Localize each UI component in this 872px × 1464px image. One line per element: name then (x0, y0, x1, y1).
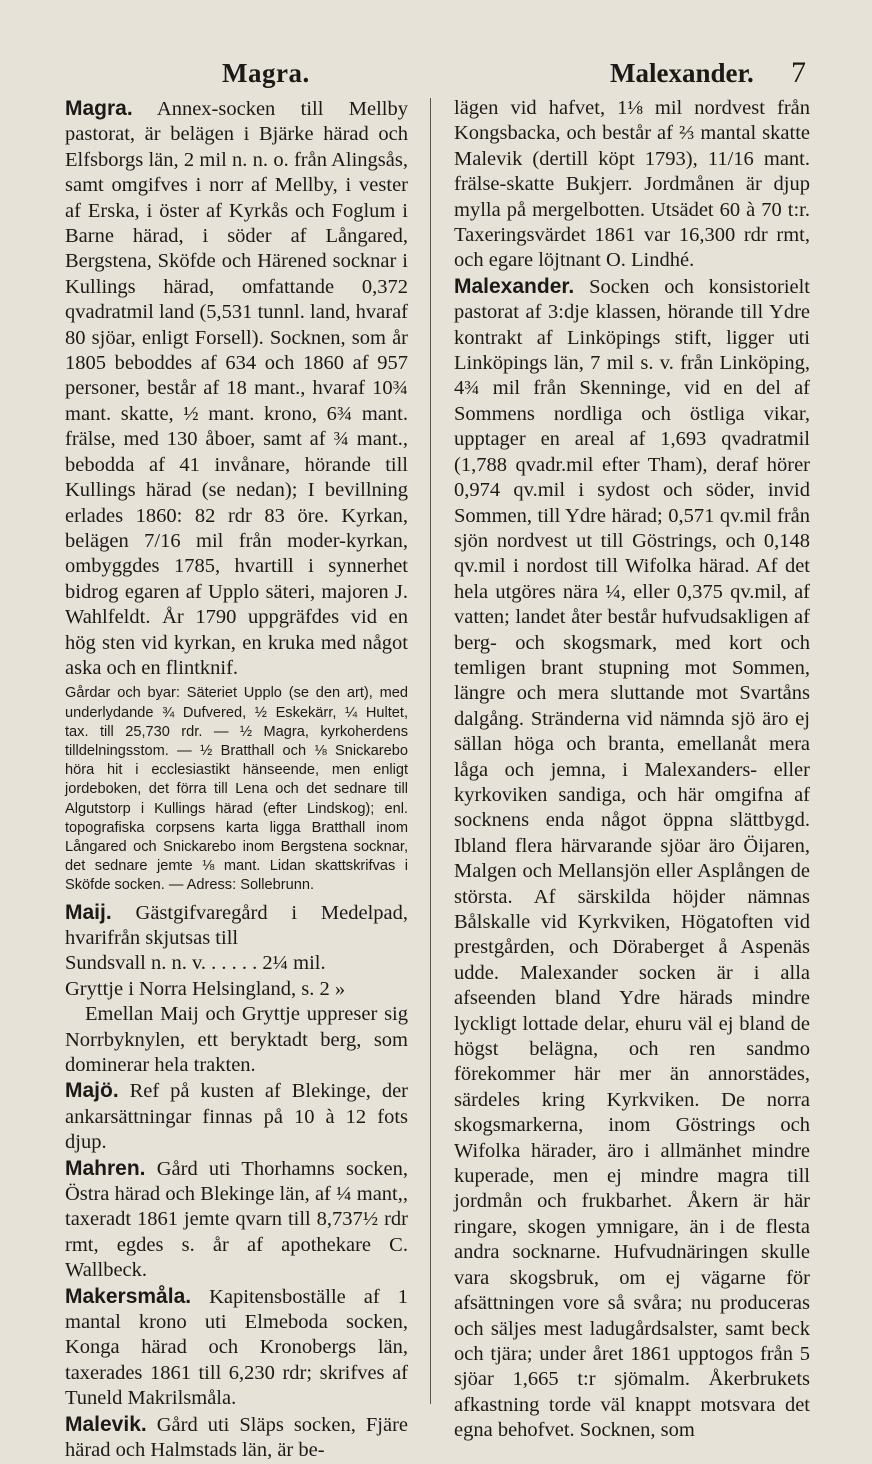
entry-makersmala-text: Kapitensboställe af 1 mantal krono uti Elmeboda socken, Konga härad och Kronobergs län, taxerades 1861 till 6,230 rdr; skrifves af Tuneld Makrilsmåla. (65, 1285, 408, 1410)
headword-magra: Magra. (65, 97, 133, 120)
entry-maij-text: Gästgifvaregård i Medelpad, hvarifrån skjutsas till (65, 901, 409, 949)
entry-maij-line2: Gryttje i Norra Helsingland, s. 2 » (65, 977, 346, 1000)
page-number: 7 (791, 56, 806, 89)
entry-malevik-continued: lägen vid hafvet, 1⅛ mil nordvest från Kongsbacka, och består af ⅔ mantal skatte Malevik (dertill köpt 1793), 11/16 mant. frälse-skatte Bukjerr. Jordmånen är djup mylla på mergelbotten. Utsädet 60 à 70 t:r. Taxeringsvärdet 1861 var 16,300 rdr rmt, och egare löjtnant O. Lindhé. (454, 97, 810, 272)
headword-malevik: Malevik. (65, 1412, 147, 1436)
entry-mahren-text: Gård uti Thorhamns socken, Östra härad och Blekinge län, af ¼ mant,, taxeradt 1861 jemte qvarn till 8,737½ rdr rmt, egdes s. år af apothekare C. Wallbeck. (65, 1157, 408, 1282)
entry-malevik (65, 1412, 408, 1464)
entry-maij-text2: Emellan Maij och Gryttje uppreser sig Norrbyknylen, ett beryktadt berg, som dominerar hela trakten. (65, 1003, 408, 1077)
entry-maij (65, 900, 408, 952)
headword-maij: Maij. (65, 900, 112, 924)
page-header (0, 50, 872, 90)
running-head-left: Magra. (222, 58, 310, 88)
entry-majo-text: Ref på kusten af Blekinge, der ankarsättningar finnas på 10 à 12 fots djup. (65, 1080, 408, 1154)
headword-makersmala: Makersmåla. (65, 1284, 192, 1308)
headword-malexander: Malexander. (454, 274, 575, 298)
entry-malexander (454, 274, 810, 1444)
entry-maij-line1: Sundsvall n. n. v. . . . . . 2¼ mil. (65, 952, 326, 975)
entry-majo (65, 1078, 408, 1155)
entry-magra (65, 96, 408, 681)
entry-makersmala (65, 1284, 408, 1412)
entry-magra-text: Annex-socken till Mellby pastorat, är belägen i Bjärke härad och Elfsborgs län, 2 mil n. n. o. från Alingsås, samt omgifves i norr af Mellby, i vester af Erska, i öster af Kyrkås och Foglum i Barne härad, i söder af Långared, Bergstena, Sköfde och Härened socknar i Kullings härad, omfattande 0,372 qvadratmil land (5,531 tunnl. land, hvaraf 80 sjöar, enligt Forsell). Socknen, som år 1805 beboddes af 634 och 1860 af 957 personer, består af 18 mant., hvaraf 10¾ mant. skatte, ½ mant. krono, 6¾ mant. frälse, med 130 åboer, samt af ¾ mant., bebodda af 41 invånare, hörande till Kullings härad (se nedan); I bevillning erlades 1860: 82 rdr 83 öre. Kyrkan, belägen 7/16 mil från moder-kyrkan, ombyggdes 1785, hvartill i synnerhet bidrog egaren af Upplo säteri, majoren J. Wahlfeldt. År 1790 uppgräfdes vid en hög sten vid kyrkan, en kruka med något aska och en flintknif. (65, 98, 408, 679)
left-column (65, 96, 408, 1464)
right-column (454, 96, 810, 1444)
entry-magra-note: Gårdar och byar: Säteriet Upplo (se den art), med underlydande ¾ Dufvered, ½ Eskekärr, ¼ Hultet, tax. till 25,730 rdr. — ½ Magra, kyrkoherdens tilldelningsstom. — ½ Bratthall och ⅛ Snickarebo höra hit i ecclesiastikt hänseende, men enligt jordeboken, det förra till Lena och det sednare till Algutstorp i Kullings härad (efter Lindskog); enl. topografiska corpsens karta ligga Bratthall inom Långared och Snickarebo inom Bergstena socknar, det sednare jemte ⅛ mant. Lidan skattskrifvas i Sköfde socken. — Adress: Sollebrunn. (65, 685, 408, 894)
running-head-right: Malexander. (610, 58, 754, 88)
headword-mahren: Mahren. (65, 1156, 146, 1180)
column-divider (430, 98, 431, 1404)
headword-majo: Majö. (65, 1079, 119, 1103)
entry-malexander-text: Socken och konsistorielt pastorat af 3:dje klassen, hörande till Ydre kontrakt af Linköpings stift, ligger uti Linköpings län, 7 mil s. v. från Linköping, 4¾ mil från Skenninge, vid en del af Sommens nordliga och östliga vikar, upptager en areal af 1,693 qvadratmil (1,788 qvadr.mil efter Tham), deraf hörer 0,974 qv.mil i sydost och söder, invid Sommen, till Ydre härad; 0,571 qv.mil från sjön nordvest ut till Göstrings, och 0,148 qv.mil i nordost till Wifolka härad. Af det hela utgöres nära ¼, eller 0,375 qv.mil, af vatten; landet åter består hufvudsakligen af berg- och skogsmark, med kort och temligen brant stupning mot Sommen, längre och mera sluttande mot Svartåns dalgång. Stränderna vid nämnda sjö äro ej sällan höga och branta, emellanåt mera låga och jemna, i Malexanders- eller kyrkoviken sandiga, och här omgifna af socknens enda något öppna slättbygd. Ibland flera härvarande sjöar äro Öijaren, Malgen och Mellansjön eller Asplången de största. Af särskilda höjder nämnas Bålskalle vid Kyrkviken, Högatoften vid prestgården, och Döraberget å Aspenäs udde. Malexander socken är i alla afseenden bland Ydre härads mindre lyckligt lottade delar, ehuru väl ej bland de högst belägna, och ren sandmo förekommer här mer än annorstädes, särdeles kring Kyrkviken. De norra skogsmarkerna, inom Göstrings och Wifolka härader, äro i allmänhet mindre kuperade, men ej mindre magra till jordmån och frukbarhet. Åkern är här ringare, skogen ymnigare, än i de flesta andra socknarne. Hufvudnäringen skulle vara skogsbruk, om ej vägarne för afsättningen vore så svåra; nu produceras och säljes mest ladugårdsalster, samt beck och tjära; under året 1861 upptogos från 5 sjöar 1,665 t:r sjömalm. Åkerbrukets afkastning torde väl knappt motsvara det egna behofvet. Socknen, som (454, 275, 811, 1442)
entry-malevik-text: Gård uti Släps socken, Fjäre härad och Halmstads län, är be- (65, 1413, 409, 1462)
entry-mahren (65, 1156, 408, 1284)
